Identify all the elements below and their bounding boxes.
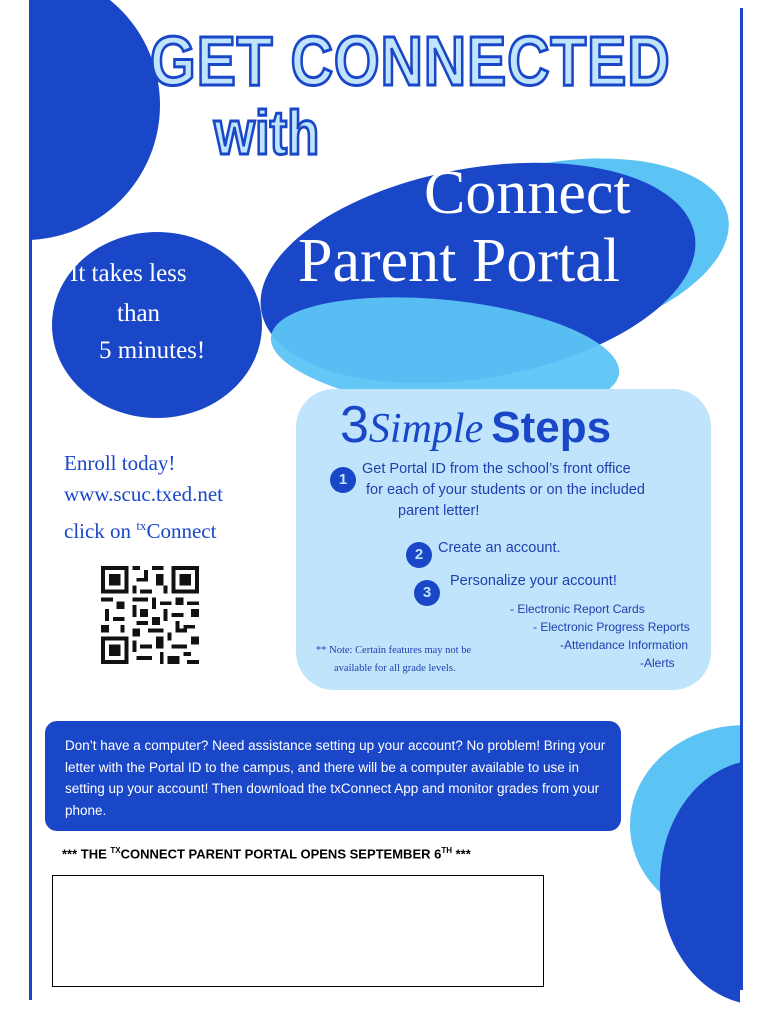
blank-notes-box <box>52 875 544 987</box>
portal-opens-notice: *** THE $^{TX}$CONNECT PARENT PORTAL OPENS SEPTEMBER 6TH *** <box>62 846 471 862</box>
bottom-right-decor <box>620 725 740 1005</box>
time-line-2: than <box>117 300 161 327</box>
feature-report-cards: - Electronic Report Cards <box>510 602 645 616</box>
right-border-line <box>740 8 743 990</box>
qr-code[interactable] <box>101 566 199 664</box>
headline-with: with <box>214 99 320 168</box>
step-3-text: Personalize your account! <box>450 573 617 589</box>
headline-get-connected: GET CONNECTED <box>150 22 671 100</box>
feature-progress-reports: - Electronic Progress Reports <box>533 620 690 634</box>
assistance-info-box <box>45 721 621 831</box>
enroll-instruction: click on $^{tx}$Connect <box>64 518 217 543</box>
step-3-badge: 3 <box>414 580 440 606</box>
step-1-text: Get Portal ID from the school’s front office for each of your students or on the included parent letter! <box>362 461 645 519</box>
steps-panel <box>296 389 711 690</box>
note-text: ** Note: Certain features may not be available for all grade levels. <box>316 645 472 674</box>
assistance-info-text: Don’t have a computer? Need assistance setting up your account? No problem! Bring your letter with the Portal ID to the campus, and there will be a computer available to use in setting up your account! Then download the txConnect App and monitor grades from your phone. <box>65 738 606 818</box>
steps-heading: 3Simple Steps <box>340 396 612 454</box>
enroll-block <box>64 448 223 547</box>
step-2-text: Create an account. <box>438 540 561 556</box>
feature-alerts: -Alerts <box>640 656 675 670</box>
time-line-3: 5 minutes! <box>99 337 206 364</box>
step-2-badge: 2 <box>406 542 432 568</box>
top-left-decor <box>30 0 160 240</box>
logo-connect: Connect <box>424 159 631 227</box>
logo-superscript: tx <box>384 150 411 187</box>
feature-attendance: -Attendance Information <box>560 638 689 652</box>
enroll-heading: Enroll today! <box>64 451 176 475</box>
step-1-badge: 1 <box>330 467 356 493</box>
logo-parent-portal: Parent Portal <box>298 227 620 295</box>
time-line-1: It takes less <box>70 260 187 287</box>
enroll-url[interactable]: www.scuc.txed.net <box>64 482 224 506</box>
